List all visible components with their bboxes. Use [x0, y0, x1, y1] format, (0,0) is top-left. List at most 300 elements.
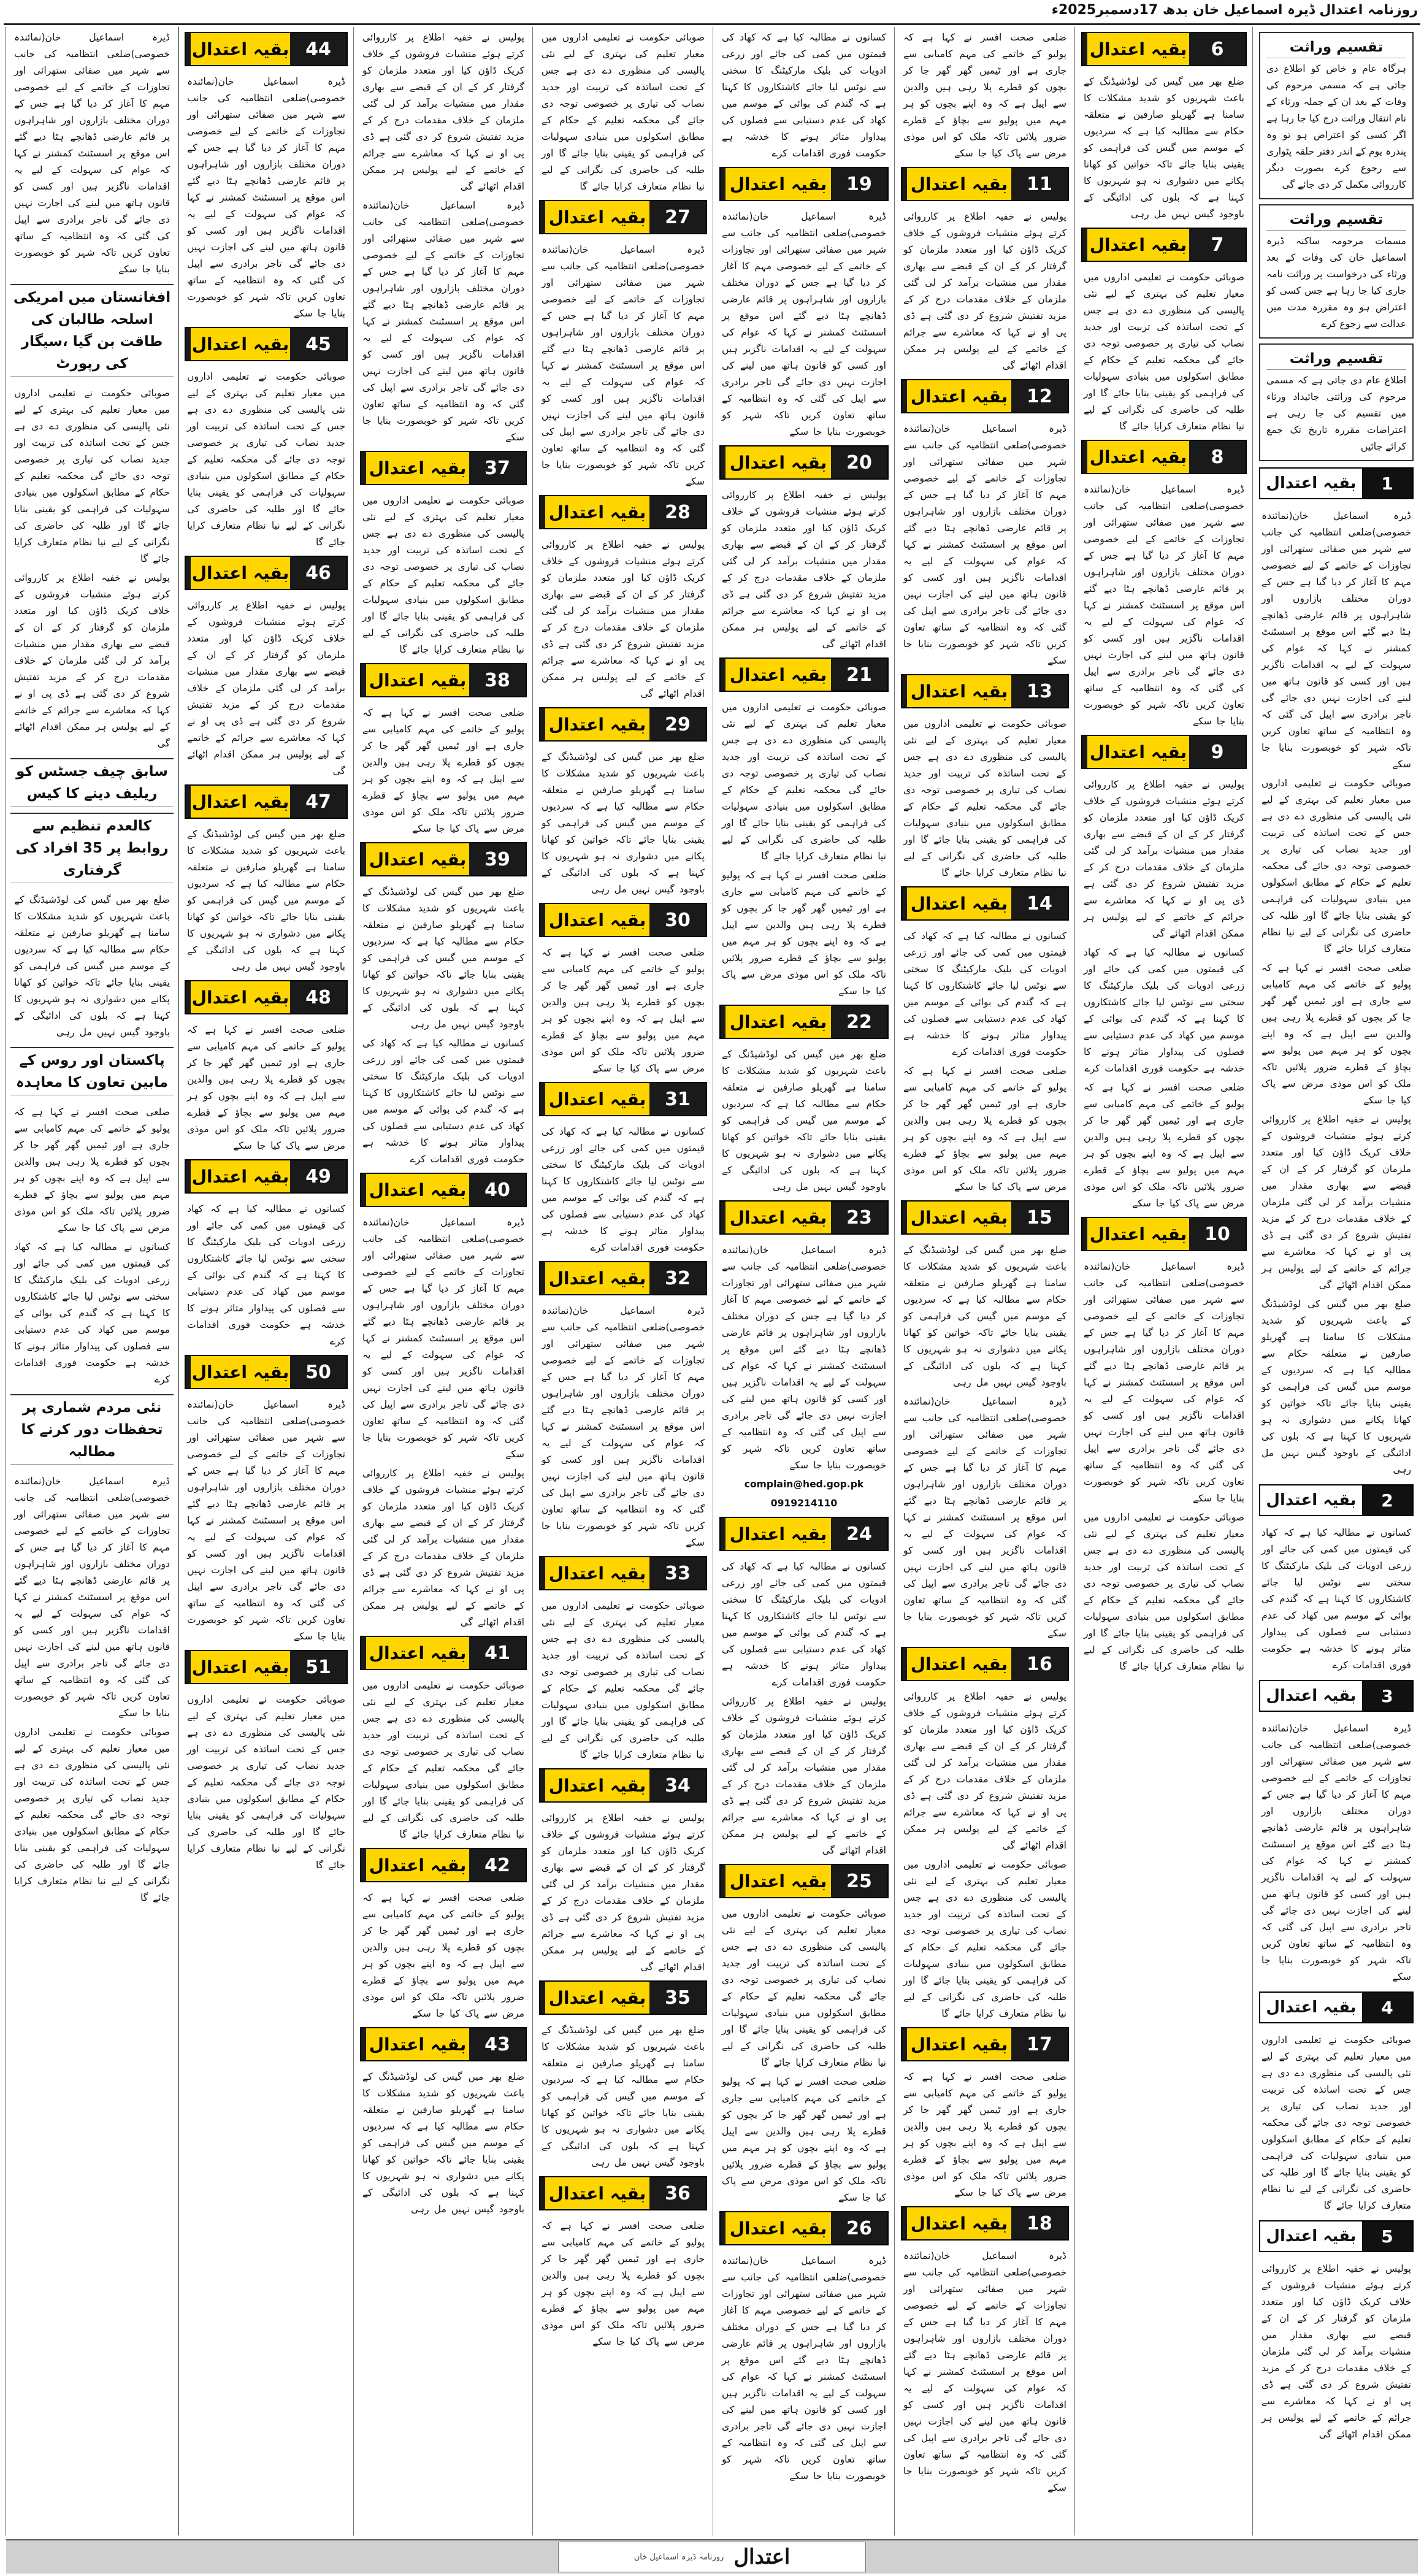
contact-line: 0919214110	[770, 1498, 838, 1509]
continuation-tag	[360, 2027, 527, 2061]
notice-title: تقسیم وراثت	[1266, 348, 1406, 370]
continuation-tag	[1081, 1217, 1247, 1251]
article-text: ضلعی صحت افسر نے کہا ہے کہ پولیو کے خاتمے کی مہم کامیابی سے جاری ہے اور ٹیمیں گھر گھر جا کر بچوں کو قطرے پلا رہی ہیں والدین سے اپیل ہے کہ وہ اپنے بچوں کو ہر مہم میں پولیو سے بچاؤ کے قطرے ضرور پلائیں تاکہ ملک کو اس موذی مرض سے پاک کیا جا سکے	[903, 2071, 1066, 2198]
notice-body: مسمات مرحومہ ساکنہ ڈیرہ اسماعیل خان کی وفات کے بعد ورثاء کی درخواست پر وراثت نامہ جاری کیا جا رہا ہے جس کسی کو اعتراض ہو وہ مقررہ مدت میں عدالت سے رجوع کرے	[1266, 236, 1406, 329]
continuation-tag	[185, 1159, 348, 1194]
news-column	[1252, 27, 1420, 2536]
news-column	[532, 27, 713, 2536]
continuation-tag	[185, 1650, 348, 1684]
tag-label: بقیہ اعتدال	[545, 1083, 649, 1115]
continuation-tag	[1259, 467, 1414, 499]
article-text: ڈیرہ اسماعیل خان(نمائندہ خصوصی)ضلعی انتظامیہ کی جانب سے شہر میں صفائی ستھرائی اور تجاوزات کے خاتمے کے لیے خصوصی مہم کا آغاز کر دیا گیا ہے جس کے دوران مختلف بازاروں اور شاہراہوں پر قائم عارضی ڈھانچے ہٹا دیے گئے اس موقع پر اسسٹنٹ کمشنر نے کہا کہ عوام کی سہولت کے لیے یہ اقدامات ناگزیر ہیں اور کسی کو قانون ہاتھ میں لینے کی اجازت نہیں دی جائے گی تاجر برادری سے اپیل کی گئی کہ وہ انتظامیہ کے ساتھ تعاون کریں تاکہ شہر کو خوبصورت بنایا جا سکے	[187, 76, 345, 319]
continuation-tag	[901, 167, 1069, 201]
continuation-tag	[901, 1647, 1069, 1681]
tag-number: 31	[649, 1083, 706, 1115]
tag-lead-bar	[186, 1356, 191, 1388]
tag-label: بقیہ اعتدال	[366, 452, 469, 484]
tag-lead-bar	[361, 1637, 366, 1669]
tag-number: 12	[1011, 380, 1068, 412]
continuation-tag	[539, 1261, 707, 1295]
tag-number: 4	[1362, 1993, 1412, 2022]
article-text: کسانوں نے مطالبہ کیا ہے کہ کھاد کی قیمتوں میں کمی کی جائے اور زرعی ادویات کی بلیک مارکیٹنگ کا سختی سے نوٹس لیا جائے کاشتکاروں کا کہنا ہے کہ گندم کی بوائی کے موسم میں کھاد کی عدم دستیابی سے فصلوں کی پیداوار متاثر ہونے کا خدشہ ہے حکومت فوری اقدامات کرے	[187, 1203, 345, 1347]
tag-lead-bar	[721, 659, 725, 691]
continuation-tag	[1259, 2220, 1414, 2252]
notice-title: تقسیم وراثت	[1266, 37, 1406, 58]
article-text: صوبائی حکومت نے تعلیمی اداروں میں معیار تعلیم کی بہتری کے لیے نئی پالیسی کی منظوری دے دی ہے جس کے تحت اساتذہ کی تربیت اور جدید نصاب کی تیاری پر خصوصی توجہ دی جائے گی محکمہ تعلیم کے حکام کے مطابق اسکولوں میں بنیادی سہولیات کی فراہمی کو یقینی بنایا جائے گا اور طلبہ کی حاضری کی نگرانی کے لیے نیا نظام متعارف کرایا جائے گا	[1084, 272, 1244, 432]
article-text: ضلع بھر میں گیس کی لوڈشیڈنگ کے باعث شہریوں کو شدید مشکلات کا سامنا ہے گھریلو صارفین نے متعلقہ حکام سے مطالبہ کیا ہے کہ سردیوں کے موسم میں گیس کی فراہمی کو یقینی بنایا جائے تاکہ خواتین کو کھانا پکانے میں دشواری نہ ہو شہریوں کا کہنا ہے کہ بلوں کی ادائیگی کے باوجود گیس نہیں مل رہی	[542, 2025, 705, 2168]
article-text: ضلع بھر میں گیس کی لوڈشیڈنگ کے باعث شہریوں کو شدید مشکلات کا سامنا ہے گھریلو صارفین نے متعلقہ حکام سے مطالبہ کیا ہے کہ سردیوں کے موسم میں گیس کی فراہمی کو یقینی بنایا جائے تاکہ خواتین کو کھانا پکانے میں دشواری نہ ہو شہریوں کا کہنا ہے کہ بلوں کی ادائیگی کے باوجود گیس نہیں مل رہی	[542, 751, 705, 895]
article-text: ڈیرہ اسماعیل خان(نمائندہ خصوصی)ضلعی انتظامیہ کی جانب سے شہر میں صفائی ستھرائی اور تجاوزات کے خاتمے کے لیے خصوصی مہم کا آغاز کر دیا گیا ہے جس کے دوران مختلف بازاروں اور شاہراہوں پر قائم عارضی ڈھانچے ہٹا دیے گئے اس موقع پر اسسٹنٹ کمشنر نے کہا کہ عوام کی سہولت کے لیے یہ اقدامات ناگزیر ہیں اور کسی کو قانون ہاتھ میں لینے کی اجازت نہیں دی جائے گی تاجر برادری سے اپیل کی گئی کہ وہ انتظامیہ کے ساتھ تعاون کریں تاکہ شہر کو خوبصورت بنایا جا سکے	[362, 200, 524, 443]
tag-label: بقیہ اعتدال	[191, 981, 290, 1013]
continuation-tag	[901, 1200, 1069, 1235]
continuation-tag	[719, 445, 889, 480]
tag-label: بقیہ اعتدال	[725, 2212, 831, 2244]
continuation-tag	[719, 657, 889, 692]
tag-lead-bar	[540, 1557, 545, 1589]
tag-lead-bar	[902, 675, 907, 707]
article-text: ضلع بھر میں گیس کی لوڈشیڈنگ کے باعث شہریوں کو شدید مشکلات کا سامنا ہے گھریلو صارفین نے متعلقہ حکام سے مطالبہ کیا ہے کہ سردیوں کے موسم میں گیس کی فراہمی کو یقینی بنایا جائے تاکہ خواتین کو کھانا پکانے میں دشواری نہ ہو شہریوں کا کہنا ہے کہ بلوں کی ادائیگی کے باوجود گیس نہیں مل رہی	[1084, 76, 1244, 220]
inheritance-notice	[1259, 32, 1414, 199]
article-text: پولیس نے خفیہ اطلاع پر کارروائی کرتے ہوئے منشیات فروشوں کے خلاف کریک ڈاؤن کیا اور متعدد ملزمان کو گرفتار کر کے ان کے قبضے سے بھاری مقدار میں منشیات برآمد کر لی گئی ملزمان کے خلاف مقدمات درج کر کے مزید تفتیش شروع کر دی گئی ہے ڈی پی او نے کہا کہ معاشرے سے جرائم کے خاتمے کے لیے پولیس ہر ممکن اقدام اٹھائے گی	[903, 211, 1066, 371]
tag-lead-bar	[186, 981, 191, 1013]
tag-number: 34	[649, 1769, 706, 1801]
tag-number: 3	[1362, 1681, 1412, 1711]
continuation-tag	[1259, 1484, 1414, 1516]
continuation-tag	[185, 1355, 348, 1389]
tag-number: 16	[1011, 1648, 1068, 1680]
tag-lead-bar	[902, 1202, 907, 1233]
tag-label: بقیہ اعتدال	[191, 328, 290, 360]
article-text: ضلعی صحت افسر نے کہا ہے کہ پولیو کے خاتمے کی مہم کامیابی سے جاری ہے اور ٹیمیں گھر گھر جا کر بچوں کو قطرے پلا رہی ہیں والدین سے اپیل ہے کہ وہ اپنے بچوں کو ہر مہم میں پولیو سے بچاؤ کے قطرے ضرور پلائیں تاکہ ملک کو اس موذی مرض سے پاک کیا جا سکے	[14, 1106, 170, 1233]
tag-lead-bar	[540, 1982, 545, 2014]
tag-label: بقیہ اعتدال	[191, 786, 290, 818]
article-text: ضلعی صحت افسر نے کہا ہے کہ پولیو کے خاتمے کی مہم کامیابی سے جاری ہے اور ٹیمیں گھر گھر جا کر بچوں کو قطرے پلا رہی ہیں والدین سے اپیل ہے کہ وہ اپنے بچوں کو ہر مہم میں پولیو سے بچاؤ کے قطرے ضرور پلائیں تاکہ ملک کو اس موذی مرض سے پاک کیا جا سکے	[1084, 1082, 1244, 1209]
tag-number: 21	[831, 659, 887, 691]
article-text: صوبائی حکومت نے تعلیمی اداروں میں معیار تعلیم کی بہتری کے لیے نئی پالیسی کی منظوری دے دی ہے جس کے تحت اساتذہ کی تربیت اور جدید نصاب کی تیاری پر خصوصی توجہ دی جائے گی محکمہ تعلیم کے حکام کے مطابق اسکولوں میں بنیادی سہولیات کی فراہمی کو یقینی بنایا جائے گا اور طلبہ کی حاضری کی نگرانی کے لیے نیا نظام متعارف کرایا جائے گا	[722, 702, 886, 862]
article-text: صوبائی حکومت نے تعلیمی اداروں میں معیار تعلیم کی بہتری کے لیے نئی پالیسی کی منظوری دے دی ہے جس کے تحت اساتذہ کی تربیت اور جدید نصاب کی تیاری پر خصوصی توجہ دی جائے گی محکمہ تعلیم کے حکام کے مطابق اسکولوں میں بنیادی سہولیات کی فراہمی کو یقینی بنایا جائے گا اور طلبہ کی حاضری کی نگرانی کے لیے نیا نظام متعارف کرایا جائے گا	[1261, 2034, 1411, 2211]
tag-lead-bar	[540, 496, 545, 528]
tag-number: 45	[290, 328, 346, 360]
tag-lead-bar	[186, 557, 191, 589]
continuation-tag	[539, 2176, 707, 2210]
article-text: صوبائی حکومت نے تعلیمی اداروں میں معیار تعلیم کی بہتری کے لیے نئی پالیسی کی منظوری دے دی ہے جس کے تحت اساتذہ کی تربیت اور جدید نصاب کی تیاری پر خصوصی توجہ دی جائے گی محکمہ تعلیم کے حکام کے مطابق اسکولوں میں بنیادی سہولیات کی فراہمی کو یقینی بنایا جائے گا اور طلبہ کی حاضری کی نگرانی کے لیے نیا نظام متعارف کرایا جائے گا	[362, 1680, 524, 1840]
tag-number: 39	[469, 843, 526, 875]
article-text: کسانوں نے مطالبہ کیا ہے کہ کھاد کی قیمتوں میں کمی کی جائے اور زرعی ادویات کی بلیک مارکیٹنگ کا سختی سے نوٹس لیا جائے کاشتکاروں کا کہنا ہے کہ گندم کی بوائی کے موسم میں کھاد کی عدم دستیابی سے فصلوں کی پیداوار متاثر ہونے کا خدشہ ہے حکومت فوری اقدامات کرے	[903, 930, 1066, 1057]
continuation-tag	[360, 1636, 527, 1670]
tag-number: 38	[469, 664, 526, 696]
article-text: پولیس نے خفیہ اطلاع پر کارروائی کرتے ہوئے منشیات فروشوں کے خلاف کریک ڈاؤن کیا اور متعدد ملزمان کو گرفتار کر کے ان کے قبضے سے بھاری مقدار میں منشیات برآمد کر لی گئی ملزمان کے خلاف مقدمات درج کر کے مزید تفتیش شروع کر دی گئی ہے ڈی پی او نے کہا کہ معاشرے سے جرائم کے خاتمے کے لیے پولیس ہر ممکن اقدام اٹھائے گی	[362, 32, 524, 192]
continuation-tag	[719, 1200, 889, 1235]
article-text: ضلعی صحت افسر نے کہا ہے کہ پولیو کے خاتمے کی مہم کامیابی سے جاری ہے اور ٹیمیں گھر گھر جا کر بچوں کو قطرے پلا رہی ہیں والدین سے اپیل ہے کہ وہ اپنے بچوں کو ہر مہم میں پولیو سے بچاؤ کے قطرے ضرور پلائیں تاکہ ملک کو اس موذی مرض سے پاک کیا جا سکے	[542, 947, 705, 1074]
tag-lead-bar	[721, 447, 725, 478]
continuation-tag	[901, 886, 1069, 921]
tag-number: 41	[469, 1637, 526, 1669]
tag-lead-bar	[540, 201, 545, 233]
article-text: ڈیرہ اسماعیل خان(نمائندہ خصوصی)ضلعی انتظامیہ کی جانب سے شہر میں صفائی ستھرائی اور تجاوزات کے خاتمے کے لیے خصوصی مہم کا آغاز کر دیا گیا ہے جس کے دوران مختلف بازاروں اور شاہراہوں پر قائم عارضی ڈھانچے ہٹا دیے گئے اس موقع پر اسسٹنٹ کمشنر نے کہا کہ عوام کی سہولت کے لیے یہ اقدامات ناگزیر ہیں اور کسی کو قانون ہاتھ میں لینے کی اجازت نہیں دی جائے گی تاجر برادری سے اپیل کی گئی کہ وہ انتظامیہ کے ساتھ تعاون کریں تاکہ شہر کو خوبصورت بنایا جا سکے	[903, 2250, 1066, 2493]
tag-lead-bar	[186, 33, 191, 65]
continuation-tag	[539, 200, 707, 234]
article-text: کسانوں نے مطالبہ کیا ہے کہ کھاد کی قیمتوں میں کمی کی جائے اور زرعی ادویات کی بلیک مارکیٹنگ کا سختی سے نوٹس لیا جائے کاشتکاروں کا کہنا ہے کہ گندم کی بوائی کے موسم میں کھاد کی عدم دستیابی سے فصلوں کی پیداوار متاثر ہونے کا خدشہ ہے حکومت فوری اقدامات کرے	[722, 1561, 886, 1688]
tag-lead-bar	[540, 708, 545, 740]
tag-label: بقیہ اعتدال	[907, 380, 1011, 412]
news-headline: نئی مردم شماری پر تحفظات دور کرنے کا مطالبہ	[10, 1394, 174, 1465]
tag-lead-bar	[540, 2177, 545, 2209]
continuation-tag	[719, 1005, 889, 1039]
notice-body: ہرگاہ عام و خاص کو اطلاع دی جاتی ہے کہ مسمی مرحوم کی وفات کے بعد ان کے جملہ ورثاء کے نام انتقال وراثت درج کیا جا رہا ہے اگر کسی کو اعتراض ہو تو وہ پندرہ یوم کے اندر دفتر حلقہ پٹواری سے رجوع کرے بصورت دیگر کارروائی مکمل کر دی جائے گی	[1266, 63, 1406, 190]
tag-number: 22	[831, 1006, 887, 1038]
tag-label: بقیہ اعتدال	[1260, 1993, 1362, 2022]
article-text: ڈیرہ اسماعیل خان(نمائندہ خصوصی)ضلعی انتظامیہ کی جانب سے شہر میں صفائی ستھرائی اور تجاوزات کے خاتمے کے لیے خصوصی مہم کا آغاز کر دیا گیا ہے جس کے دوران مختلف بازاروں اور شاہراہوں پر قائم عارضی ڈھانچے ہٹا دیے گئے اس موقع پر اسسٹنٹ کمشنر نے کہا کہ عوام کی سہولت کے لیے یہ اقدامات ناگزیر ہیں اور کسی کو قانون ہاتھ میں لینے کی اجازت نہیں دی جائے گی تاجر برادری سے اپیل کی گئی کہ وہ انتظامیہ کے ساتھ تعاون کریں تاکہ شہر کو خوبصورت بنایا جا سکے	[362, 1217, 524, 1460]
tag-number: 29	[649, 708, 706, 740]
news-headline: سابق چیف جسٹس کو ریلیف دینے کا کیس	[10, 758, 174, 807]
news-headline: افغانستان میں امریکی اسلحہ طالبان کی طاقت بن گیا ،سیگار کی رپورٹ	[10, 284, 174, 377]
tag-label: بقیہ اعتدال	[545, 1262, 649, 1294]
masthead-name: اعتدال	[733, 2545, 790, 2569]
tag-label: بقیہ اعتدال	[725, 168, 831, 200]
contact-line: complain@hed.gop.pk	[744, 1479, 864, 1490]
article-text: ضلعی صحت افسر نے کہا ہے کہ پولیو کے خاتمے کی مہم کامیابی سے جاری ہے اور ٹیمیں گھر گھر جا کر بچوں کو قطرے پلا رہی ہیں والدین سے اپیل ہے کہ وہ اپنے بچوں کو ہر مہم میں پولیو سے بچاؤ کے قطرے ضرور پلائیں تاکہ ملک کو اس موذی مرض سے پاک کیا جا سکے	[903, 1065, 1066, 1192]
continuation-tag	[719, 2211, 889, 2245]
tag-label: بقیہ اعتدال	[907, 168, 1011, 200]
article-text: پولیس نے خفیہ اطلاع پر کارروائی کرتے ہوئے منشیات فروشوں کے خلاف کریک ڈاؤن کیا اور متعدد ملزمان کو گرفتار کر کے ان کے قبضے سے بھاری مقدار میں منشیات برآمد کر لی گئی ملزمان کے خلاف مقدمات درج کر کے مزید تفتیش شروع کر دی گئی ہے ڈی پی او نے کہا کہ معاشرے سے جرائم کے خاتمے کے لیے پولیس ہر ممکن اقدام اٹھائے گی	[542, 539, 705, 699]
tag-label: بقیہ اعتدال	[191, 1651, 290, 1683]
article-text: پولیس نے خفیہ اطلاع پر کارروائی کرتے ہوئے منشیات فروشوں کے خلاف کریک ڈاؤن کیا اور متعدد ملزمان کو گرفتار کر کے ان کے قبضے سے بھاری مقدار میں منشیات برآمد کر لی گئی ملزمان کے خلاف مقدمات درج کر کے مزید تفتیش شروع کر دی گئی ہے ڈی پی او نے کہا کہ معاشرے سے جرائم کے خاتمے کے لیے پولیس ہر ممکن اقدام اٹھائے گی	[903, 1691, 1066, 1851]
article-text: صوبائی حکومت نے تعلیمی اداروں میں معیار تعلیم کی بہتری کے لیے نئی پالیسی کی منظوری دے دی ہے جس کے تحت اساتذہ کی تربیت اور جدید نصاب کی تیاری پر خصوصی توجہ دی جائے گی محکمہ تعلیم کے حکام کے مطابق اسکولوں میں بنیادی سہولیات کی فراہمی کو یقینی بنایا جائے گا اور طلبہ کی حاضری کی نگرانی کے لیے نیا نظام متعارف کرایا جائے گا	[903, 718, 1066, 878]
continuation-tag	[1081, 32, 1247, 66]
tag-number: 40	[469, 1174, 526, 1206]
news-headline: کالعدم تنظیم سے روابط پر 35 افراد کی گرفتاری	[10, 813, 174, 883]
tag-label: بقیہ اعتدال	[725, 659, 831, 691]
tag-label: بقیہ اعتدال	[545, 201, 649, 233]
tag-number: 19	[831, 168, 887, 200]
tag-label: بقیہ اعتدال	[725, 1865, 831, 1897]
article-text: پولیس نے خفیہ اطلاع پر کارروائی کرتے ہوئے منشیات فروشوں کے خلاف کریک ڈاؤن کیا اور متعدد ملزمان کو گرفتار کر کے ان کے قبضے سے بھاری مقدار میں منشیات برآمد کر لی گئی ملزمان کے خلاف مقدمات درج کر کے مزید تفتیش شروع کر دی گئی ہے ڈی پی او نے کہا کہ معاشرے سے جرائم کے خاتمے کے لیے پولیس ہر ممکن اقدام اٹھائے گی	[362, 1468, 524, 1628]
tag-label: بقیہ اعتدال	[1087, 33, 1189, 65]
tag-label: بقیہ اعتدال	[1260, 1485, 1362, 1515]
article-text: ضلع بھر میں گیس کی لوڈشیڈنگ کے باعث شہریوں کو شدید مشکلات کا سامنا ہے گھریلو صارفین نے متعلقہ حکام سے مطالبہ کیا ہے کہ سردیوں کے موسم میں گیس کی فراہمی کو یقینی بنایا جائے تاکہ خواتین کو کھانا پکانے میں دشواری نہ ہو شہریوں کا کہنا ہے کہ بلوں کی ادائیگی کے باوجود گیس نہیں مل رہی	[187, 829, 345, 972]
article-text: ضلعی صحت افسر نے کہا ہے کہ پولیو کے خاتمے کی مہم کامیابی سے جاری ہے اور ٹیمیں گھر گھر جا کر بچوں کو قطرے پلا رہی ہیں والدین سے اپیل ہے کہ وہ اپنے بچوں کو ہر مہم میں پولیو سے بچاؤ کے قطرے ضرور پلائیں تاکہ ملک کو اس موذی مرض سے پاک کیا جا سکے	[542, 2220, 705, 2347]
tag-lead-bar	[540, 1769, 545, 1801]
tag-label: بقیہ اعتدال	[545, 496, 649, 528]
article-text: صوبائی حکومت نے تعلیمی اداروں میں معیار تعلیم کی بہتری کے لیے نئی پالیسی کی منظوری دے دی ہے جس کے تحت اساتذہ کی تربیت اور جدید نصاب کی تیاری پر خصوصی توجہ دی جائے گی محکمہ تعلیم کے حکام کے مطابق اسکولوں میں بنیادی سہولیات کی فراہمی کو یقینی بنایا جائے گا اور طلبہ کی حاضری کی نگرانی کے لیے نیا نظام متعارف کرایا جائے گا	[1084, 1512, 1244, 1672]
tag-label: بقیہ اعتدال	[1087, 1218, 1189, 1250]
continuation-tag	[719, 1517, 889, 1551]
tag-label: بقیہ اعتدال	[191, 1356, 290, 1388]
article-text: کسانوں نے مطالبہ کیا ہے کہ کھاد کی قیمتوں میں کمی کی جائے اور زرعی ادویات کی بلیک مارکیٹنگ کا سختی سے نوٹس لیا جائے کاشتکاروں کا کہنا ہے کہ گندم کی بوائی کے موسم میں کھاد کی عدم دستیابی سے فصلوں کی پیداوار متاثر ہونے کا خدشہ ہے حکومت فوری اقدامات کرے	[722, 32, 886, 159]
inheritance-notice	[1259, 204, 1414, 339]
tag-label: بقیہ اعتدال	[907, 675, 1011, 707]
continuation-tag	[360, 451, 527, 485]
tag-lead-bar	[361, 843, 366, 875]
article-text: ضلع بھر میں گیس کی لوڈشیڈنگ کے باعث شہریوں کو شدید مشکلات کا سامنا ہے گھریلو صارفین نے متعلقہ حکام سے مطالبہ کیا ہے کہ سردیوں کے موسم میں گیس کی فراہمی کو یقینی بنایا جائے تاکہ خواتین کو کھانا پکانے میں دشواری نہ ہو شہریوں کا کہنا ہے کہ بلوں کی ادائیگی کے باوجود گیس نہیں مل رہی	[362, 886, 524, 1030]
tag-number: 51	[290, 1651, 346, 1683]
tag-label: بقیہ اعتدال	[545, 1769, 649, 1801]
tag-number: 32	[649, 1262, 706, 1294]
news-headline: پاکستان اور روس کے مابین تعاون کا معاہدہ	[10, 1047, 174, 1095]
tag-label: بقیہ اعتدال	[366, 2028, 469, 2060]
continuation-tag	[1081, 735, 1247, 769]
continuation-tag	[901, 2027, 1069, 2061]
article-text: ضلعی صحت افسر نے کہا ہے کہ پولیو کے خاتمے کی مہم کامیابی سے جاری ہے اور ٹیمیں گھر گھر جا کر بچوں کو قطرے پلا رہی ہیں والدین سے اپیل ہے کہ وہ اپنے بچوں کو ہر مہم میں پولیو سے بچاؤ کے قطرے ضرور پلائیں تاکہ ملک کو اس موذی مرض سے پاک کیا جا سکے	[362, 707, 524, 834]
tag-lead-bar	[540, 1083, 545, 1115]
tag-lead-bar	[186, 786, 191, 818]
article-text: ڈیرہ اسماعیل خان(نمائندہ خصوصی)ضلعی انتظامیہ کی جانب سے شہر میں صفائی ستھرائی اور تجاوزات کے خاتمے کے لیے خصوصی مہم کا آغاز کر دیا گیا ہے جس کے دوران مختلف بازاروں اور شاہراہوں پر قائم عارضی ڈھانچے ہٹا دیے گئے اس موقع پر اسسٹنٹ کمشنر نے کہا کہ عوام کی سہولت کے لیے یہ اقدامات ناگزیر ہیں اور کسی کو قانون ہاتھ میں لینے کی اجازت نہیں دی جائے گی تاجر برادری سے اپیل کی گئی کہ وہ انتظامیہ کے ساتھ تعاون کریں تاکہ شہر کو خوبصورت بنایا جا سکے	[187, 1399, 345, 1642]
continuation-tag	[539, 1556, 707, 1590]
tag-number: 37	[469, 452, 526, 484]
notice-title: تقسیم وراثت	[1266, 209, 1406, 231]
article-text: کسانوں نے مطالبہ کیا ہے کہ کھاد کی قیمتوں میں کمی کی جائے اور زرعی ادویات کی بلیک مارکیٹنگ کا سختی سے نوٹس لیا جائے کاشتکاروں کا کہنا ہے کہ گندم کی بوائی کے موسم میں کھاد کی عدم دستیابی سے فصلوں کی پیداوار متاثر ہونے کا خدشہ ہے حکومت فوری اقدامات کرے	[362, 1038, 524, 1165]
masthead-sub: روزنامہ ڈیرہ اسماعیل خان	[634, 2552, 724, 2562]
article-text: صوبائی حکومت نے تعلیمی اداروں میں معیار تعلیم کی بہتری کے لیے نئی پالیسی کی منظوری دے دی ہے جس کے تحت اساتذہ کی تربیت اور جدید نصاب کی تیاری پر خصوصی توجہ دی جائے گی محکمہ تعلیم کے حکام کے مطابق اسکولوں میں بنیادی سہولیات کی فراہمی کو یقینی بنایا جائے گا اور طلبہ کی حاضری کی نگرانی کے لیے نیا نظام متعارف کرایا جائے گا	[14, 388, 170, 564]
article-text: ڈیرہ اسماعیل خان(نمائندہ خصوصی)ضلعی انتظامیہ کی جانب سے شہر میں صفائی ستھرائی اور تجاوزات کے خاتمے کے لیے خصوصی مہم کا آغاز کر دیا گیا ہے جس کے دوران مختلف بازاروں اور شاہراہوں پر قائم عارضی ڈھانچے ہٹا دیے گئے اس موقع پر اسسٹنٹ کمشنر نے کہا کہ عوام کی سہولت کے لیے یہ اقدامات ناگزیر ہیں اور کسی کو قانون ہاتھ میں لینے کی اجازت نہیں دی جائے گی تاجر برادری سے اپیل کی گئی کہ وہ انتظامیہ کے ساتھ تعاون کریں تاکہ شہر کو خوبصورت بنایا جا سکے	[542, 1305, 705, 1548]
article-text: ضلعی صحت افسر نے کہا ہے کہ پولیو کے خاتمے کی مہم کامیابی سے جاری ہے اور ٹیمیں گھر گھر جا کر بچوں کو قطرے پلا رہی ہیں والدین سے اپیل ہے کہ وہ اپنے بچوں کو ہر مہم میں پولیو سے بچاؤ کے قطرے ضرور پلائیں تاکہ ملک کو اس موذی مرض سے پاک کیا جا سکے	[722, 870, 886, 997]
tag-label: بقیہ اعتدال	[366, 1637, 469, 1669]
tag-label: بقیہ اعتدال	[366, 1174, 469, 1206]
article-text: کسانوں نے مطالبہ کیا ہے کہ کھاد کی قیمتوں میں کمی کی جائے اور زرعی ادویات کی بلیک مارکیٹنگ کا سختی سے نوٹس لیا جائے کاشتکاروں کا کہنا ہے کہ گندم کی بوائی کے موسم میں کھاد کی عدم دستیابی سے فصلوں کی پیداوار متاثر ہونے کا خدشہ ہے حکومت فوری اقدامات کرے	[542, 1126, 705, 1253]
article-text: پولیس نے خفیہ اطلاع پر کارروائی کرتے ہوئے منشیات فروشوں کے خلاف کریک ڈاؤن کیا اور متعدد ملزمان کو گرفتار کر کے ان کے قبضے سے بھاری مقدار میں منشیات برآمد کر لی گئی ملزمان کے خلاف مقدمات درج کر کے مزید تفتیش شروع کر دی گئی ہے ڈی پی او نے کہا کہ معاشرے سے جرائم کے خاتمے کے لیے پولیس ہر ممکن اقدام اٹھائے گی	[1084, 779, 1244, 939]
tag-lead-bar	[1082, 1218, 1087, 1250]
tag-lead-bar	[721, 1202, 725, 1233]
tag-label: بقیہ اعتدال	[545, 2177, 649, 2209]
tag-number: 18	[1011, 2207, 1068, 2239]
article-text: ڈیرہ اسماعیل خان(نمائندہ خصوصی)ضلعی انتظامیہ کی جانب سے شہر میں صفائی ستھرائی اور تجاوزات کے خاتمے کے لیے خصوصی مہم کا آغاز کر دیا گیا ہے جس کے دوران مختلف بازاروں اور شاہراہوں پر قائم عارضی ڈھانچے ہٹا دیے گئے اس موقع پر اسسٹنٹ کمشنر نے کہا کہ عوام کی سہولت کے لیے یہ اقدامات ناگزیر ہیں اور کسی کو قانون ہاتھ میں لینے کی اجازت نہیں دی جائے گی تاجر برادری سے اپیل کی گئی کہ وہ انتظامیہ کے ساتھ تعاون کریں تاکہ شہر کو خوبصورت بنایا جا سکے	[722, 2255, 886, 2482]
tag-label: بقیہ اعتدال	[366, 664, 469, 696]
tag-number: 48	[290, 981, 346, 1013]
tag-label: بقیہ اعتدال	[907, 887, 1011, 919]
tag-lead-bar	[361, 1849, 366, 1881]
tag-number: 46	[290, 557, 346, 589]
tag-number: 24	[831, 1518, 887, 1550]
footer-banner	[6, 2539, 1418, 2574]
article-text: ضلع بھر میں گیس کی لوڈشیڈنگ کے باعث شہریوں کو شدید مشکلات کا سامنا ہے گھریلو صارفین نے متعلقہ حکام سے مطالبہ کیا ہے کہ سردیوں کے موسم میں گیس کی فراہمی کو یقینی بنایا جائے تاکہ خواتین کو کھانا پکانے میں دشواری نہ ہو شہریوں کا کہنا ہے کہ بلوں کی ادائیگی کے باوجود گیس نہیں مل رہی	[1261, 1298, 1411, 1475]
tag-label: بقیہ اعتدال	[366, 843, 469, 875]
news-column	[713, 27, 895, 2536]
tag-lead-bar	[186, 1160, 191, 1192]
tag-number: 47	[290, 786, 346, 818]
tag-lead-bar	[361, 664, 366, 696]
tag-label: بقیہ اعتدال	[725, 447, 831, 478]
tag-number: 17	[1011, 2028, 1068, 2060]
tag-label: بقیہ اعتدال	[725, 1518, 831, 1550]
tag-label: بقیہ اعتدال	[545, 1982, 649, 2014]
tag-label: بقیہ اعتدال	[1087, 441, 1189, 473]
tag-lead-bar	[902, 1648, 907, 1680]
article-text: صوبائی حکومت نے تعلیمی اداروں میں معیار تعلیم کی بہتری کے لیے نئی پالیسی کی منظوری دے دی ہے جس کے تحت اساتذہ کی تربیت اور جدید نصاب کی تیاری پر خصوصی توجہ دی جائے گی محکمہ تعلیم کے حکام کے مطابق اسکولوں میں بنیادی سہولیات کی فراہمی کو یقینی بنایا جائے گا اور طلبہ کی حاضری کی نگرانی کے لیے نیا نظام متعارف کرایا جائے گا	[722, 1908, 886, 2068]
top-rule	[4, 23, 1420, 25]
article-text: ڈیرہ اسماعیل خان(نمائندہ خصوصی)ضلعی انتظامیہ کی جانب سے شہر میں صفائی ستھرائی اور تجاوزات کے خاتمے کے لیے خصوصی مہم کا آغاز کر دیا گیا ہے جس کے دوران مختلف بازاروں اور شاہراہوں پر قائم عارضی ڈھانچے ہٹا دیے گئے اس موقع پر اسسٹنٹ کمشنر نے کہا کہ عوام کی سہولت کے لیے یہ اقدامات ناگزیر ہیں اور کسی کو قانون ہاتھ میں لینے کی اجازت نہیں دی جائے گی تاجر برادری سے اپیل کی گئی کہ وہ انتظامیہ کے ساتھ تعاون کریں تاکہ شہر کو خوبصورت بنایا جا سکے	[903, 423, 1066, 666]
tag-number: 23	[831, 1202, 887, 1233]
continuation-tag	[719, 1864, 889, 1898]
continuation-tag	[360, 842, 527, 876]
article-text: ڈیرہ اسماعیل خان(نمائندہ خصوصی)ضلعی انتظامیہ کی جانب سے شہر میں صفائی ستھرائی اور تجاوزات کے خاتمے کے لیے خصوصی مہم کا آغاز کر دیا گیا ہے جس کے دوران مختلف بازاروں اور شاہراہوں پر قائم عارضی ڈھانچے ہٹا دیے گئے اس موقع پر اسسٹنٹ کمشنر نے کہا کہ عوام کی سہولت کے لیے یہ اقدامات ناگزیر ہیں اور کسی کو قانون ہاتھ میں لینے کی اجازت نہیں دی جائے گی تاجر برادری سے اپیل کی گئی کہ وہ انتظامیہ کے ساتھ تعاون کریں تاکہ شہر کو خوبصورت بنایا جا سکے	[1084, 484, 1244, 727]
article-text: ضلع بھر میں گیس کی لوڈشیڈنگ کے باعث شہریوں کو شدید مشکلات کا سامنا ہے گھریلو صارفین نے متعلقہ حکام سے مطالبہ کیا ہے کہ سردیوں کے موسم میں گیس کی فراہمی کو یقینی بنایا جائے تاکہ خواتین کو کھانا پکانے میں دشواری نہ ہو شہریوں کا کہنا ہے کہ بلوں کی ادائیگی کے باوجود گیس نہیں مل رہی	[14, 894, 170, 1038]
tag-label: بقیہ اعتدال	[191, 557, 290, 589]
continuation-tag	[360, 663, 527, 697]
news-column	[5, 27, 179, 2536]
tag-label: بقیہ اعتدال	[1260, 469, 1362, 498]
continuation-tag	[539, 1768, 707, 1803]
tag-lead-bar	[721, 2212, 725, 2244]
tag-lead-bar	[902, 380, 907, 412]
tag-number: 9	[1189, 736, 1246, 768]
tag-lead-bar	[361, 2028, 366, 2060]
tag-number: 6	[1189, 33, 1246, 65]
tag-number: 28	[649, 496, 706, 528]
article-text: پولیس نے خفیہ اطلاع پر کارروائی کرتے ہوئے منشیات فروشوں کے خلاف کریک ڈاؤن کیا اور متعدد ملزمان کو گرفتار کر کے ان کے قبضے سے بھاری مقدار میں منشیات برآمد کر لی گئی ملزمان کے خلاف مقدمات درج کر کے مزید تفتیش شروع کر دی گئی ہے ڈی پی او نے کہا کہ معاشرے سے جرائم کے خاتمے کے لیے پولیس ہر ممکن اقدام اٹھائے گی	[1261, 1114, 1411, 1290]
tag-label: بقیہ اعتدال	[725, 1202, 831, 1233]
tag-number: 5	[1362, 2221, 1412, 2251]
tag-lead-bar	[1082, 441, 1087, 473]
tag-label: بقیہ اعتدال	[725, 1006, 831, 1038]
continuation-tag	[1259, 1680, 1414, 1712]
article-text: کسانوں نے مطالبہ کیا ہے کہ کھاد کی قیمتوں میں کمی کی جائے اور زرعی ادویات کی بلیک مارکیٹنگ کا سختی سے نوٹس لیا جائے کاشتکاروں کا کہنا ہے کہ گندم کی بوائی کے موسم میں کھاد کی عدم دستیابی سے فصلوں کی پیداوار متاثر ہونے کا خدشہ ہے حکومت فوری اقدامات کرے	[14, 1241, 170, 1385]
tag-number: 1	[1362, 469, 1412, 498]
tag-lead-bar	[902, 168, 907, 200]
article-text: صوبائی حکومت نے تعلیمی اداروں میں معیار تعلیم کی بہتری کے لیے نئی پالیسی کی منظوری دے دی ہے جس کے تحت اساتذہ کی تربیت اور جدید نصاب کی تیاری پر خصوصی توجہ دی جائے گی محکمہ تعلیم کے حکام کے مطابق اسکولوں میں بنیادی سہولیات کی فراہمی کو یقینی بنایا جائے گا اور طلبہ کی حاضری کی نگرانی کے لیے نیا نظام متعارف کرایا جائے گا	[362, 495, 524, 655]
article-text: ڈیرہ اسماعیل خان(نمائندہ خصوصی)ضلعی انتظامیہ کی جانب سے شہر میں صفائی ستھرائی اور تجاوزات کے خاتمے کے لیے خصوصی مہم کا آغاز کر دیا گیا ہے جس کے دوران مختلف بازاروں اور شاہراہوں پر قائم عارضی ڈھانچے ہٹا دیے گئے اس موقع پر اسسٹنٹ کمشنر نے کہا کہ عوام کی سہولت کے لیے یہ اقدامات ناگزیر ہیں اور کسی کو قانون ہاتھ میں لینے کی اجازت نہیں دی جائے گی تاجر برادری سے اپیل کی گئی کہ وہ انتظامیہ کے ساتھ تعاون کریں تاکہ شہر کو خوبصورت بنایا جا سکے	[14, 1476, 170, 1719]
continuation-tag	[901, 674, 1069, 708]
tag-number: 27	[649, 201, 706, 233]
continuation-tag	[539, 1082, 707, 1116]
tag-label: بقیہ اعتدال	[1087, 736, 1189, 768]
tag-lead-bar	[361, 1174, 366, 1206]
article-text: پولیس نے خفیہ اطلاع پر کارروائی کرتے ہوئے منشیات فروشوں کے خلاف کریک ڈاؤن کیا اور متعدد ملزمان کو گرفتار کر کے ان کے قبضے سے بھاری مقدار میں منشیات برآمد کر لی گئی ملزمان کے خلاف مقدمات درج کر کے مزید تفتیش شروع کر دی گئی ہے ڈی پی او نے کہا کہ معاشرے سے جرائم کے خاتمے کے لیے پولیس ہر ممکن اقدام اٹھائے گی	[722, 489, 886, 650]
article-text: ڈیرہ اسماعیل خان(نمائندہ خصوصی)ضلعی انتظامیہ کی جانب سے شہر میں صفائی ستھرائی اور تجاوزات کے خاتمے کے لیے خصوصی مہم کا آغاز کر دیا گیا ہے جس کے دوران مختلف بازاروں اور شاہراہوں پر قائم عارضی ڈھانچے ہٹا دیے گئے اس موقع پر اسسٹنٹ کمشنر نے کہا کہ عوام کی سہولت کے لیے یہ اقدامات ناگزیر ہیں اور کسی کو قانون ہاتھ میں لینے کی اجازت نہیں دی جائے گی تاجر برادری سے اپیل کی گئی کہ وہ انتظامیہ کے ساتھ تعاون کریں تاکہ شہر کو خوبصورت بنایا جا سکے	[1084, 1261, 1244, 1504]
article-text: صوبائی حکومت نے تعلیمی اداروں میں معیار تعلیم کی بہتری کے لیے نئی پالیسی کی منظوری دے دی ہے جس کے تحت اساتذہ کی تربیت اور جدید نصاب کی تیاری پر خصوصی توجہ دی جائے گی محکمہ تعلیم کے حکام کے مطابق اسکولوں میں بنیادی سہولیات کی فراہمی کو یقینی بنایا جائے گا اور طلبہ کی حاضری کی نگرانی کے لیے نیا نظام متعارف کرایا جائے گا	[542, 1600, 705, 1760]
continuation-tag	[185, 980, 348, 1014]
tag-number: 35	[649, 1982, 706, 2014]
continuation-tag	[185, 327, 348, 361]
tag-number: 33	[649, 1557, 706, 1589]
continuation-tag	[1259, 1991, 1414, 2023]
article-text: ضلع بھر میں گیس کی لوڈشیڈنگ کے باعث شہریوں کو شدید مشکلات کا سامنا ہے گھریلو صارفین نے متعلقہ حکام سے مطالبہ کیا ہے کہ سردیوں کے موسم میں گیس کی فراہمی کو یقینی بنایا جائے تاکہ خواتین کو کھانا پکانے میں دشواری نہ ہو شہریوں کا کہنا ہے کہ بلوں کی ادائیگی کے باوجود گیس نہیں مل رہی	[903, 1244, 1066, 1388]
tag-label: بقیہ اعتدال	[1260, 1681, 1362, 1711]
tag-lead-bar	[721, 168, 725, 200]
news-column	[353, 27, 533, 2536]
tag-label: بقیہ اعتدال	[907, 2028, 1011, 2060]
article-text: ضلع بھر میں گیس کی لوڈشیڈنگ کے باعث شہریوں کو شدید مشکلات کا سامنا ہے گھریلو صارفین نے متعلقہ حکام سے مطالبہ کیا ہے کہ سردیوں کے موسم میں گیس کی فراہمی کو یقینی بنایا جائے تاکہ خواتین کو کھانا پکانے میں دشواری نہ ہو شہریوں کا کہنا ہے کہ بلوں کی ادائیگی کے باوجود گیس نہیں مل رہی	[722, 1049, 886, 1192]
tag-number: 7	[1189, 229, 1246, 261]
article-text: ڈیرہ اسماعیل خان(نمائندہ خصوصی)ضلعی انتظامیہ کی جانب سے شہر میں صفائی ستھرائی اور تجاوزات کے خاتمے کے لیے خصوصی مہم کا آغاز کر دیا گیا ہے جس کے دوران مختلف بازاروں اور شاہراہوں پر قائم عارضی ڈھانچے ہٹا دیے گئے اس موقع پر اسسٹنٹ کمشنر نے کہا کہ عوام کی سہولت کے لیے یہ اقدامات ناگزیر ہیں اور کسی کو قانون ہاتھ میں لینے کی اجازت نہیں دی جائے گی تاجر برادری سے اپیل کی گئی کہ وہ انتظامیہ کے ساتھ تعاون کریں تاکہ شہر کو خوبصورت بنایا جا سکے	[722, 1244, 886, 1471]
tag-number: 10	[1189, 1218, 1246, 1250]
article-text: ضلعی صحت افسر نے کہا ہے کہ پولیو کے خاتمے کی مہم کامیابی سے جاری ہے اور ٹیمیں گھر گھر جا کر بچوں کو قطرے پلا رہی ہیں والدین سے اپیل ہے کہ وہ اپنے بچوں کو ہر مہم میں پولیو سے بچاؤ کے قطرے ضرور پلائیں تاکہ ملک کو اس موذی مرض سے پاک کیا جا سکے	[722, 2076, 886, 2203]
tag-lead-bar	[186, 1651, 191, 1683]
tag-number: 42	[469, 1849, 526, 1881]
article-text: پولیس نے خفیہ اطلاع پر کارروائی کرتے ہوئے منشیات فروشوں کے خلاف کریک ڈاؤن کیا اور متعدد ملزمان کو گرفتار کر کے ان کے قبضے سے بھاری مقدار میں منشیات برآمد کر لی گئی ملزمان کے خلاف مقدمات درج کر کے مزید تفتیش شروع کر دی گئی ہے ڈی پی او نے کہا کہ معاشرے سے جرائم کے خاتمے کے لیے پولیس ہر ممکن اقدام اٹھائے گی	[187, 600, 345, 776]
tag-number: 13	[1011, 675, 1068, 707]
article-text: ضلع بھر میں گیس کی لوڈشیڈنگ کے باعث شہریوں کو شدید مشکلات کا سامنا ہے گھریلو صارفین نے متعلقہ حکام سے مطالبہ کیا ہے کہ سردیوں کے موسم میں گیس کی فراہمی کو یقینی بنایا جائے تاکہ خواتین کو کھانا پکانے میں دشواری نہ ہو شہریوں کا کہنا ہے کہ بلوں کی ادائیگی کے باوجود گیس نہیں مل رہی	[362, 2071, 524, 2215]
article-text: ڈیرہ اسماعیل خان(نمائندہ خصوصی)ضلعی انتظامیہ کی جانب سے شہر میں صفائی ستھرائی اور تجاوزات کے خاتمے کے لیے خصوصی مہم کا آغاز کر دیا گیا ہے جس کے دوران مختلف بازاروں اور شاہراہوں پر قائم عارضی ڈھانچے ہٹا دیے گئے اس موقع پر اسسٹنٹ کمشنر نے کہا کہ عوام کی سہولت کے لیے یہ اقدامات ناگزیر ہیں اور کسی کو قانون ہاتھ میں لینے کی اجازت نہیں دی جائے گی تاجر برادری سے اپیل کی گئی کہ وہ انتظامیہ کے ساتھ تعاون کریں تاکہ شہر کو خوبصورت بنایا جا سکے	[1261, 510, 1411, 770]
continuation-tag	[901, 379, 1069, 413]
tag-lead-bar	[902, 887, 907, 919]
article-text: صوبائی حکومت نے تعلیمی اداروں میں معیار تعلیم کی بہتری کے لیے نئی پالیسی کی منظوری دے دی ہے جس کے تحت اساتذہ کی تربیت اور جدید نصاب کی تیاری پر خصوصی توجہ دی جائے گی محکمہ تعلیم کے حکام کے مطابق اسکولوں میں بنیادی سہولیات کی فراہمی کو یقینی بنایا جائے گا اور طلبہ کی حاضری کی نگرانی کے لیے نیا نظام متعارف کرایا جائے گا	[1261, 778, 1411, 954]
continuation-tag	[1081, 440, 1247, 474]
continuation-tag	[719, 167, 889, 201]
tag-number: 43	[469, 2028, 526, 2060]
tag-label: بقیہ اعتدال	[366, 1849, 469, 1881]
tag-lead-bar	[540, 904, 545, 936]
tag-label: بقیہ اعتدال	[191, 1160, 290, 1192]
continuation-tag	[901, 2206, 1069, 2241]
continuation-tag	[539, 1980, 707, 2015]
continuation-tag	[1081, 228, 1247, 262]
article-text: پولیس نے خفیہ اطلاع پر کارروائی کرتے ہوئے منشیات فروشوں کے خلاف کریک ڈاؤن کیا اور متعدد ملزمان کو گرفتار کر کے ان کے قبضے سے بھاری مقدار میں منشیات برآمد کر لی گئی ملزمان کے خلاف مقدمات درج کر کے مزید تفتیش شروع کر دی گئی ہے ڈی پی او نے کہا کہ معاشرے سے جرائم کے خاتمے کے لیے پولیس ہر ممکن اقدام اٹھائے گی	[1261, 2263, 1411, 2440]
continuation-tag	[185, 556, 348, 590]
tag-number: 36	[649, 2177, 706, 2209]
tag-label: بقیہ اعتدال	[1087, 229, 1189, 261]
tag-number: 30	[649, 904, 706, 936]
tag-lead-bar	[361, 452, 366, 484]
inheritance-notice	[1259, 343, 1414, 461]
article-text: پولیس نے خفیہ اطلاع پر کارروائی کرتے ہوئے منشیات فروشوں کے خلاف کریک ڈاؤن کیا اور متعدد ملزمان کو گرفتار کر کے ان کے قبضے سے بھاری مقدار میں منشیات برآمد کر لی گئی ملزمان کے خلاف مقدمات درج کر کے مزید تفتیش شروع کر دی گئی ہے ڈی پی او نے کہا کہ معاشرے سے جرائم کے خاتمے کے لیے پولیس ہر ممکن اقدام اٹھائے گی	[542, 1812, 705, 1972]
article-text: صوبائی حکومت نے تعلیمی اداروں میں معیار تعلیم کی بہتری کے لیے نئی پالیسی کی منظوری دے دی ہے جس کے تحت اساتذہ کی تربیت اور جدید نصاب کی تیاری پر خصوصی توجہ دی جائے گی محکمہ تعلیم کے حکام کے مطابق اسکولوں میں بنیادی سہولیات کی فراہمی کو یقینی بنایا جائے گا اور طلبہ کی حاضری کی نگرانی کے لیے نیا نظام متعارف کرایا جائے گا	[187, 371, 345, 548]
tag-number: 25	[831, 1865, 887, 1897]
continuation-tag	[539, 495, 707, 529]
article-text: ضلعی صحت افسر نے کہا ہے کہ پولیو کے خاتمے کی مہم کامیابی سے جاری ہے اور ٹیمیں گھر گھر جا کر بچوں کو قطرے پلا رہی ہیں والدین سے اپیل ہے کہ وہ اپنے بچوں کو ہر مہم میں پولیو سے بچاؤ کے قطرے ضرور پلائیں تاکہ ملک کو اس موذی مرض سے پاک کیا جا سکے	[187, 1024, 345, 1151]
tag-lead-bar	[186, 328, 191, 360]
article-text: ضلعی صحت افسر نے کہا ہے کہ پولیو کے خاتمے کی مہم کامیابی سے جاری ہے اور ٹیمیں گھر گھر جا کر بچوں کو قطرے پلا رہی ہیں والدین سے اپیل ہے کہ وہ اپنے بچوں کو ہر مہم میں پولیو سے بچاؤ کے قطرے ضرور پلائیں تاکہ ملک کو اس موذی مرض سے پاک کیا جا سکے	[903, 32, 1066, 159]
tag-label: بقیہ اعتدال	[1260, 2221, 1362, 2251]
tag-label: بقیہ اعتدال	[545, 904, 649, 936]
article-text: پولیس نے خفیہ اطلاع پر کارروائی کرتے ہوئے منشیات فروشوں کے خلاف کریک ڈاؤن کیا اور متعدد ملزمان کو گرفتار کر کے ان کے قبضے سے بھاری مقدار میں منشیات برآمد کر لی گئی ملزمان کے خلاف مقدمات درج کر کے مزید تفتیش شروع کر دی گئی ہے ڈی پی او نے کہا کہ معاشرے سے جرائم کے خاتمے کے لیے پولیس ہر ممکن اقدام اٹھائے گی	[722, 1696, 886, 1856]
notice-body: اطلاع عام دی جاتی ہے کہ مسمی مرحوم کی وراثتی جائیداد ورثاء میں تقسیم کی جا رہی ہے اعتراضات مقررہ تاریخ تک جمع کرائے جائیں	[1266, 375, 1406, 452]
tag-number: 8	[1189, 441, 1246, 473]
tag-lead-bar	[1082, 736, 1087, 768]
tag-number: 49	[290, 1160, 346, 1192]
continuation-tag	[539, 707, 707, 742]
tag-number: 15	[1011, 1202, 1068, 1233]
article-text: ضلعی صحت افسر نے کہا ہے کہ پولیو کے خاتمے کی مہم کامیابی سے جاری ہے اور ٹیمیں گھر گھر جا کر بچوں کو قطرے پلا رہی ہیں والدین سے اپیل ہے کہ وہ اپنے بچوں کو ہر مہم میں پولیو سے بچاؤ کے قطرے ضرور پلائیں تاکہ ملک کو اس موذی مرض سے پاک کیا جا سکے	[362, 1892, 524, 2019]
article-text: کسانوں نے مطالبہ کیا ہے کہ کھاد کی قیمتوں میں کمی کی جائے اور زرعی ادویات کی بلیک مارکیٹنگ کا سختی سے نوٹس لیا جائے کاشتکاروں کا کہنا ہے کہ گندم کی بوائی کے موسم میں کھاد کی عدم دستیابی سے فصلوں کی پیداوار متاثر ہونے کا خدشہ ہے حکومت فوری اقدامات کرے	[1084, 947, 1244, 1074]
continuation-tag	[185, 784, 348, 819]
tag-number: 20	[831, 447, 887, 478]
masthead-logo	[558, 2542, 866, 2572]
article-text: صوبائی حکومت نے تعلیمی اداروں میں معیار تعلیم کی بہتری کے لیے نئی پالیسی کی منظوری دے دی ہے جس کے تحت اساتذہ کی تربیت اور جدید نصاب کی تیاری پر خصوصی توجہ دی جائے گی محکمہ تعلیم کے حکام کے مطابق اسکولوں میں بنیادی سہولیات کی فراہمی کو یقینی بنایا جائے گا اور طلبہ کی حاضری کی نگرانی کے لیے نیا نظام متعارف کرایا جائے گا	[14, 1727, 170, 1903]
continuation-tag	[185, 32, 348, 66]
article-text: کسانوں نے مطالبہ کیا ہے کہ کھاد کی قیمتوں میں کمی کی جائے اور زرعی ادویات کی بلیک مارکیٹنگ کا سختی سے نوٹس لیا جائے کاشتکاروں کا کہنا ہے کہ گندم کی بوائی کے موسم میں کھاد کی عدم دستیابی سے فصلوں کی پیداوار متاثر ہونے کا خدشہ ہے حکومت فوری اقدامات کرے	[1261, 1527, 1411, 1671]
tag-label: بقیہ اعتدال	[907, 2207, 1011, 2239]
tag-number: 44	[290, 33, 346, 65]
tag-lead-bar	[902, 2028, 907, 2060]
article-text: ڈیرہ اسماعیل خان(نمائندہ خصوصی)ضلعی انتظامیہ کی جانب سے شہر میں صفائی ستھرائی اور تجاوزات کے خاتمے کے لیے خصوصی مہم کا آغاز کر دیا گیا ہے جس کے دوران مختلف بازاروں اور شاہراہوں پر قائم عارضی ڈھانچے ہٹا دیے گئے اس موقع پر اسسٹنٹ کمشنر نے کہا کہ عوام کی سہولت کے لیے یہ اقدامات ناگزیر ہیں اور کسی کو قانون ہاتھ میں لینے کی اجازت نہیں دی جائے گی تاجر برادری سے اپیل کی گئی کہ وہ انتظامیہ کے ساتھ تعاون کریں تاکہ شہر کو خوبصورت بنایا جا سکے	[14, 32, 170, 275]
article-text: ڈیرہ اسماعیل خان(نمائندہ خصوصی)ضلعی انتظامیہ کی جانب سے شہر میں صفائی ستھرائی اور تجاوزات کے خاتمے کے لیے خصوصی مہم کا آغاز کر دیا گیا ہے جس کے دوران مختلف بازاروں اور شاہراہوں پر قائم عارضی ڈھانچے ہٹا دیے گئے اس موقع پر اسسٹنٹ کمشنر نے کہا کہ عوام کی سہولت کے لیے یہ اقدامات ناگزیر ہیں اور کسی کو قانون ہاتھ میں لینے کی اجازت نہیں دی جائے گی تاجر برادری سے اپیل کی گئی کہ وہ انتظامیہ کے ساتھ تعاون کریں تاکہ شہر کو خوبصورت بنایا جا سکے	[722, 211, 886, 437]
article-text: ڈیرہ اسماعیل خان(نمائندہ خصوصی)ضلعی انتظامیہ کی جانب سے شہر میں صفائی ستھرائی اور تجاوزات کے خاتمے کے لیے خصوصی مہم کا آغاز کر دیا گیا ہے جس کے دوران مختلف بازاروں اور شاہراہوں پر قائم عارضی ڈھانچے ہٹا دیے گئے اس موقع پر اسسٹنٹ کمشنر نے کہا کہ عوام کی سہولت کے لیے یہ اقدامات ناگزیر ہیں اور کسی کو قانون ہاتھ میں لینے کی اجازت نہیں دی جائے گی تاجر برادری سے اپیل کی گئی کہ وہ انتظامیہ کے ساتھ تعاون کریں تاکہ شہر کو خوبصورت بنایا جا سکے	[903, 1396, 1066, 1639]
continuation-tag	[360, 1173, 527, 1207]
tag-lead-bar	[721, 1006, 725, 1038]
tag-number: 2	[1362, 1485, 1412, 1515]
tag-number: 11	[1011, 168, 1068, 200]
continuation-tag	[539, 903, 707, 937]
news-column	[1074, 27, 1253, 2536]
tag-lead-bar	[902, 2207, 907, 2239]
tag-label: بقیہ اعتدال	[907, 1648, 1011, 1680]
tag-lead-bar	[721, 1518, 725, 1550]
tag-number: 14	[1011, 887, 1068, 919]
news-column	[178, 27, 354, 2536]
tag-label: بقیہ اعتدال	[545, 1557, 649, 1589]
tag-lead-bar	[1082, 229, 1087, 261]
tag-label: بقیہ اعتدال	[191, 33, 290, 65]
article-text: ضلعی صحت افسر نے کہا ہے کہ پولیو کے خاتمے کی مہم کامیابی سے جاری ہے اور ٹیمیں گھر گھر جا کر بچوں کو قطرے پلا رہی ہیں والدین سے اپیل ہے کہ وہ اپنے بچوں کو ہر مہم میں پولیو سے بچاؤ کے قطرے ضرور پلائیں تاکہ ملک کو اس موذی مرض سے پاک کیا جا سکے	[1261, 962, 1411, 1106]
article-text: صوبائی حکومت نے تعلیمی اداروں میں معیار تعلیم کی بہتری کے لیے نئی پالیسی کی منظوری دے دی ہے جس کے تحت اساتذہ کی تربیت اور جدید نصاب کی تیاری پر خصوصی توجہ دی جائے گی محکمہ تعلیم کے حکام کے مطابق اسکولوں میں بنیادی سہولیات کی فراہمی کو یقینی بنایا جائے گا اور طلبہ کی حاضری کی نگرانی کے لیے نیا نظام متعارف کرایا جائے گا	[903, 1859, 1066, 2019]
tag-lead-bar	[721, 1865, 725, 1897]
continuation-tag	[360, 1848, 527, 1882]
tag-lead-bar	[540, 1262, 545, 1294]
tag-number: 50	[290, 1356, 346, 1388]
article-text: صوبائی حکومت نے تعلیمی اداروں میں معیار تعلیم کی بہتری کے لیے نئی پالیسی کی منظوری دے دی ہے جس کے تحت اساتذہ کی تربیت اور جدید نصاب کی تیاری پر خصوصی توجہ دی جائے گی محکمہ تعلیم کے حکام کے مطابق اسکولوں میں بنیادی سہولیات کی فراہمی کو یقینی بنایا جائے گا اور طلبہ کی حاضری کی نگرانی کے لیے نیا نظام متعارف کرایا جائے گا	[187, 1694, 345, 1871]
article-text: ڈیرہ اسماعیل خان(نمائندہ خصوصی)ضلعی انتظامیہ کی جانب سے شہر میں صفائی ستھرائی اور تجاوزات کے خاتمے کے لیے خصوصی مہم کا آغاز کر دیا گیا ہے جس کے دوران مختلف بازاروں اور شاہراہوں پر قائم عارضی ڈھانچے ہٹا دیے گئے اس موقع پر اسسٹنٹ کمشنر نے کہا کہ عوام کی سہولت کے لیے یہ اقدامات ناگزیر ہیں اور کسی کو قانون ہاتھ میں لینے کی اجازت نہیں دی جائے گی تاجر برادری سے اپیل کی گئی کہ وہ انتظامیہ کے ساتھ تعاون کریں تاکہ شہر کو خوبصورت بنایا جا سکے	[1261, 1723, 1411, 1982]
news-column	[894, 27, 1075, 2536]
